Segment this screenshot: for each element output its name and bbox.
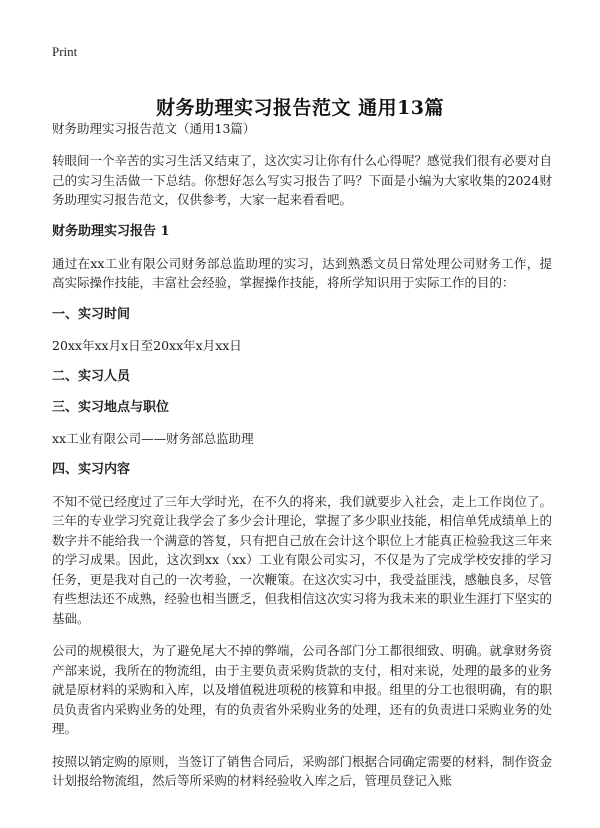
document-title: 财务助理实习报告范文 通用13篇 (155, 96, 445, 119)
content-paragraph-3: 按照以销定购的原则，当签订了销售合同后，采购部门根据合同确定需要的材料，制作资金计划报给物流组，然后等所采购的材料经验收入库之后，管理员登记入账 (52, 753, 553, 788)
heading-internship-personnel: 二、实习人员 (52, 368, 131, 384)
heading-location-position: 三、实习地点与职位 (52, 399, 170, 415)
print-link[interactable]: Print (52, 44, 78, 59)
document-subtitle: 财务助理实习报告范文（通用13篇） (52, 121, 256, 136)
section-title: 财务助理实习报告 1 (52, 223, 170, 239)
content-paragraph-2: 公司的规模很大，为了避免尾大不掉的弊端，公司各部门分工都很细致、明确。就拿财务资产部来说，我所在的物流组，由于主要负责采购货款的支付，相对来说，处理的最多的业务就是原材料的采购和入库，以及增值税进项税的核算和申报。组里的分工也很明确，有的职员负责省内采购业务的处理，有的负责省外采购业务的处理，还有的负责进口采购业务的处理。 (52, 643, 553, 736)
heading-internship-time: 一、实习时间 (52, 306, 131, 322)
purpose-paragraph: 通过在xx工业有限公司财务部总监助理的实习，达到熟悉文员日常处理公司财务工作，提高实际操作技能，丰富社会经验，掌握操作技能，将所学知识用于实际工作的目的： (52, 255, 552, 290)
internship-time-text: 20xx年xx月x日至20xx年x月xx日 (52, 337, 242, 353)
document-body (52, 120, 552, 804)
heading-internship-content: 四、实习内容 (52, 461, 131, 477)
intro-paragraph: 转眼间一个辛苦的实习生活又结束了，这次实习让你有什么心得呢？感觉我们很有必要对自己的实习生活做一下总结。你想好怎么写实习报告了吗？下面是小编为大家收集的2024财务助理实习报告范文，仅供参考，大家一起来看看吧。 (52, 153, 553, 207)
content-paragraph-1: 不知不觉已经度过了三年大学时光，在不久的将来，我们就要步入社会，走上工作岗位了。三年的专业学习究竟让我学会了多少会计理论，掌握了多少职业技能，相信单凭成绩单上的数字并不能给我一个满意的答复，只有把自己放在会计这个职位上才能真正检验我这三年来的学习成果。因此，这次到xx（xx）工业有限公司实习，不仅是为了完成学校安排的学习任务，更是我对自己的一次考验，一次鞭策。在这次实习中，我受益匪浅，感触良多，尽管有些想法还不成熟，经验也相当匮乏，但我相信这次实习将为我未来的职业生涯打下坚实的基础。 (52, 493, 553, 626)
location-text: xx工业有限公司——财务部总监助理 (52, 430, 254, 446)
